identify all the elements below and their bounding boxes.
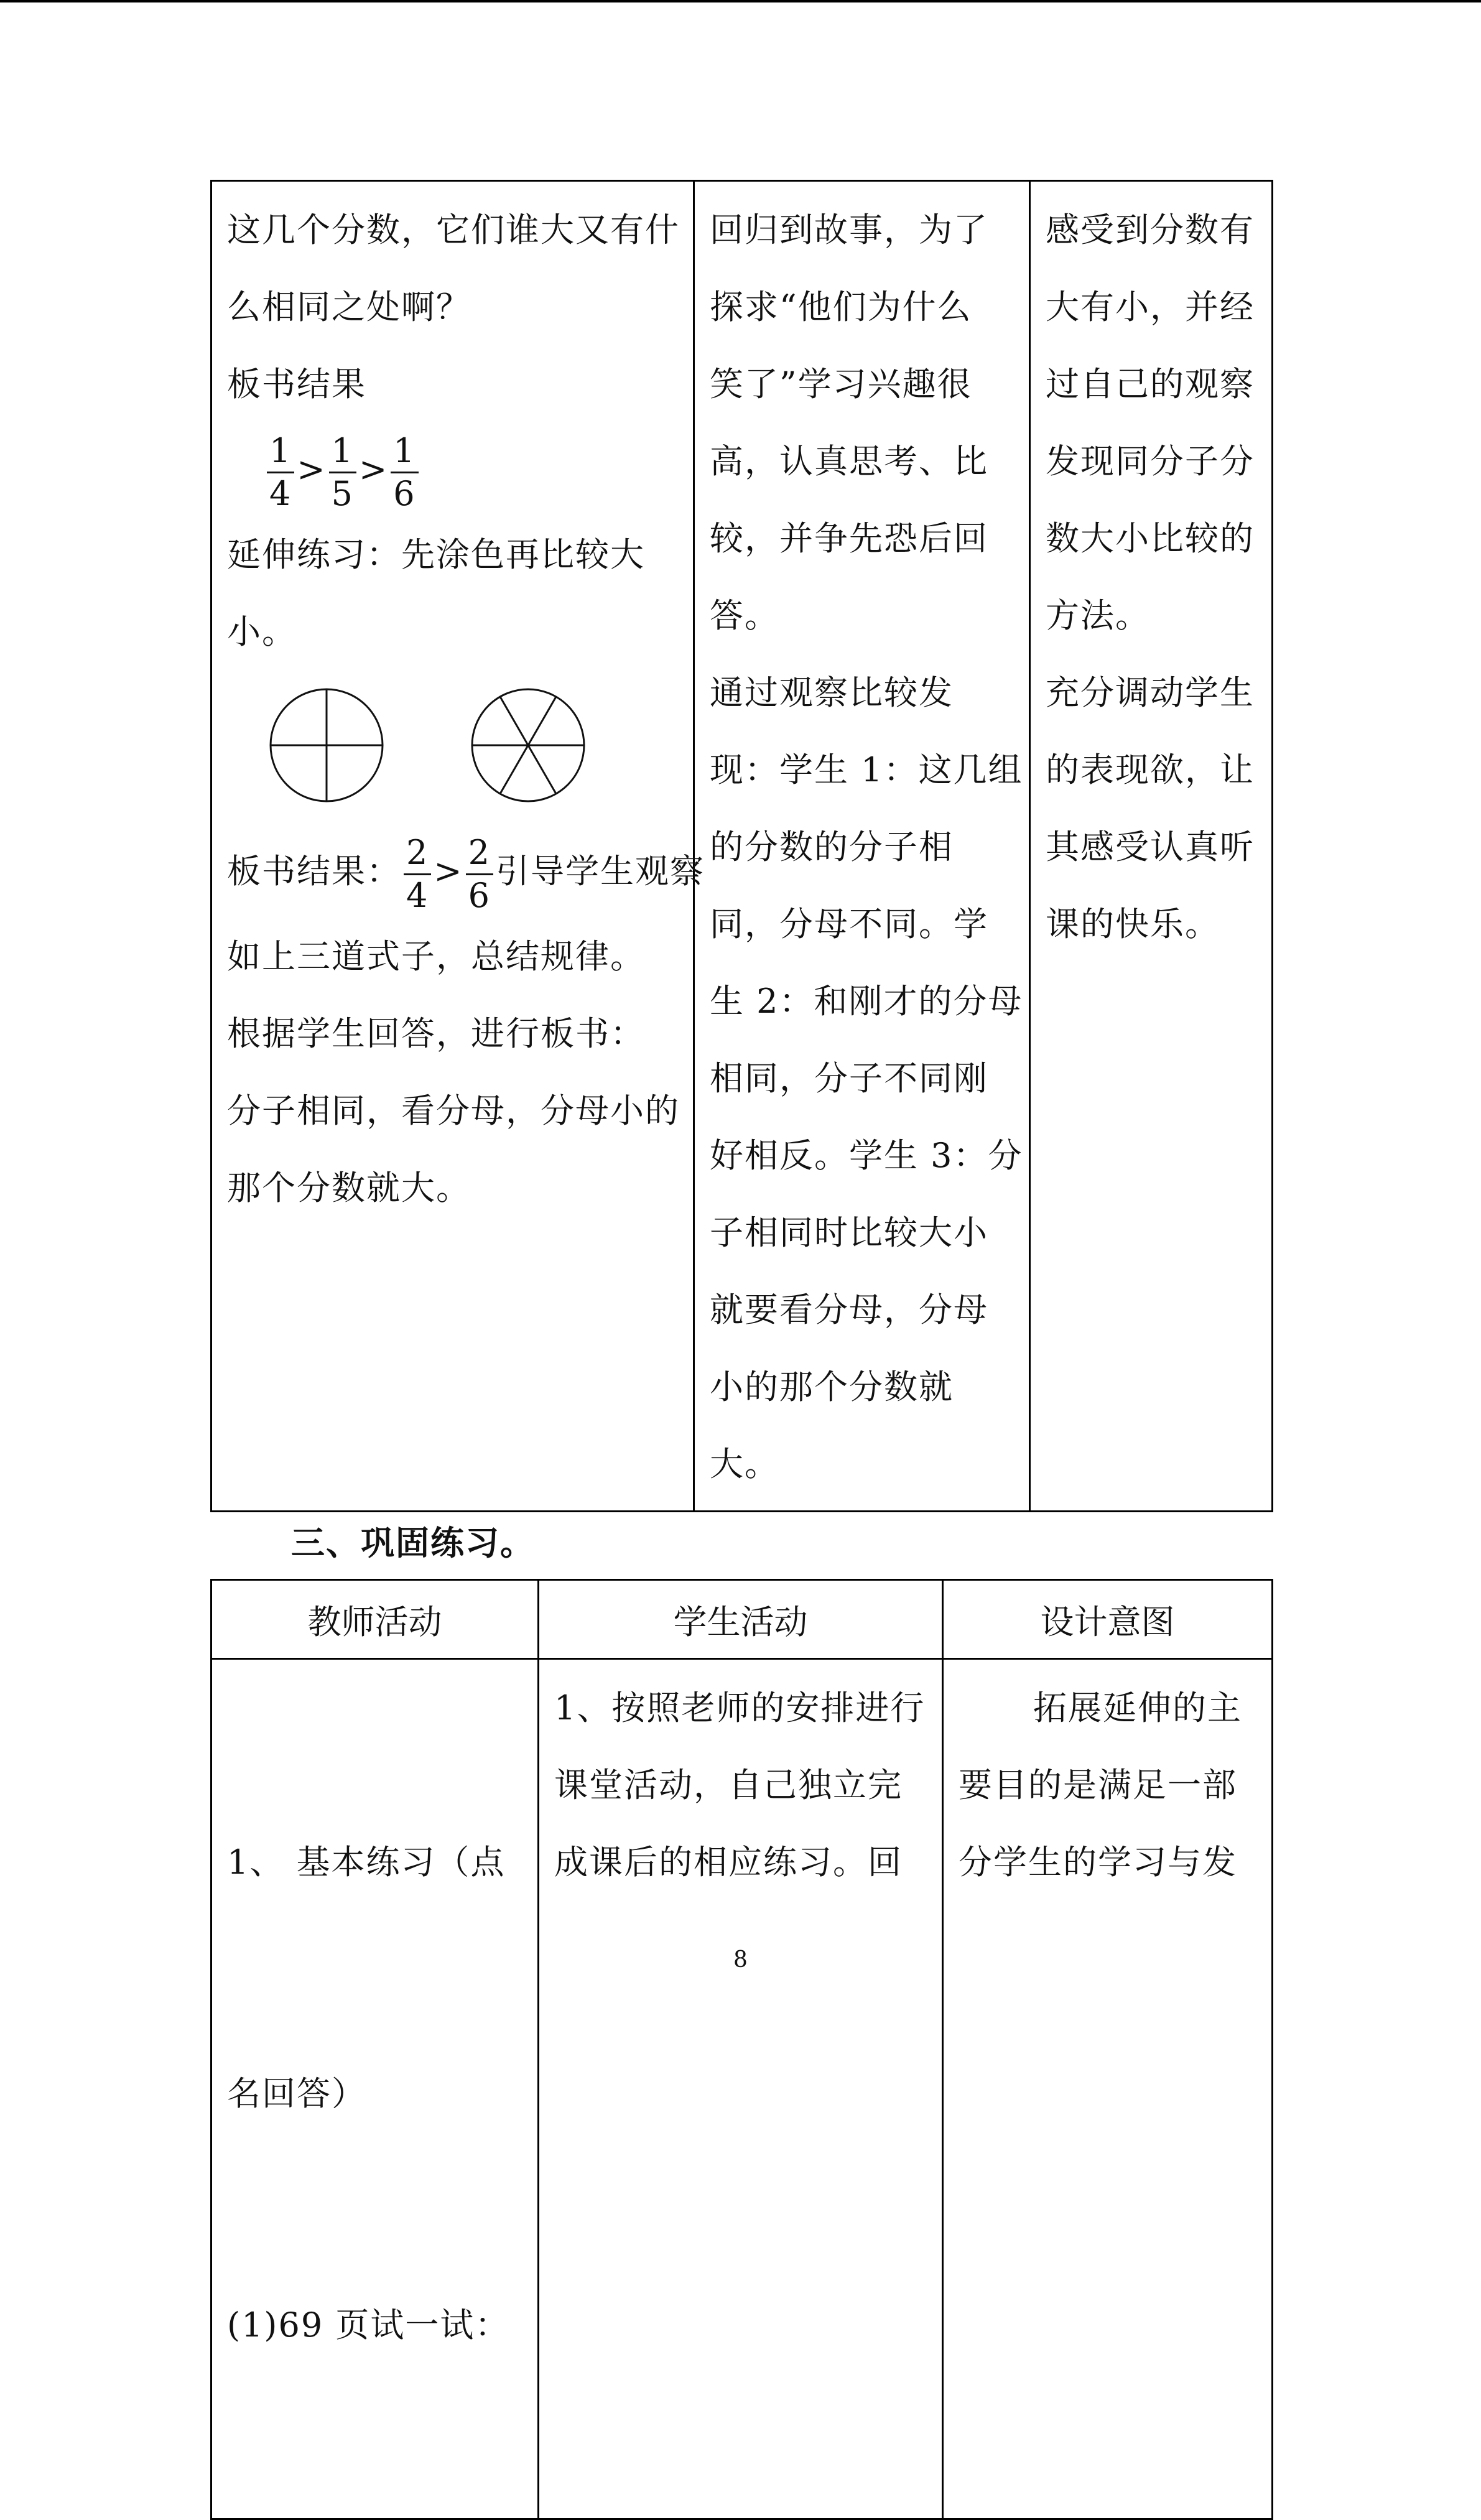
text-line: 拓展延伸的主	[1033, 1688, 1242, 1727]
lesson-table-continued	[210, 180, 1273, 1512]
greater-than-sign: >	[434, 852, 463, 891]
fraction-comparison-2	[227, 825, 705, 918]
result-label: 板书结果：	[227, 852, 401, 891]
text-line: 答。	[710, 596, 779, 635]
text-line: 根据学生回答，进行板书：	[227, 1014, 645, 1053]
header-teacher-activity: 教师活动	[211, 1580, 539, 1659]
text-line: 方法。	[1046, 596, 1150, 635]
practice-intent-cell	[943, 1659, 1273, 2519]
header-student-activity: 学生活动	[539, 1580, 943, 1659]
text-line: 的分数的分子相	[710, 827, 954, 867]
text-line: 其感受认真听	[1046, 827, 1255, 867]
text-line: 分子相同，看分母，分母小的	[227, 1091, 680, 1130]
circle-sixths	[472, 689, 584, 801]
text-line: 课堂活动，自己独立完	[554, 1765, 903, 1805]
text-line: 这几个分数，它们谁大又有什	[227, 210, 680, 249]
text-line: 要目的是满足一部	[959, 1765, 1237, 1805]
text-line: 现：学生 1：这几组	[710, 750, 1023, 789]
text-line: 1、 基本练习（点	[227, 1843, 506, 1882]
design-intent-text	[1046, 192, 1271, 963]
text-line: 较，并争先恐后回	[710, 519, 988, 558]
fraction: $\frac{1}{5}$	[329, 430, 356, 514]
text-line: 就要看分母，分母	[710, 1290, 988, 1329]
text-line: 回归到故事，为了	[710, 210, 988, 249]
text-line: 名回答）	[227, 2074, 366, 2113]
text-line: 大有小，并经	[1046, 287, 1255, 327]
section-title: 三、巩固练习。	[291, 1523, 535, 1563]
text-line: 成课后的相应练习。回	[554, 1843, 903, 1882]
practice-student-cell	[539, 1659, 943, 2519]
text-line: 好相反。学生 3：分	[710, 1136, 1023, 1175]
text-line: 小的那个分数就	[710, 1367, 954, 1406]
text-line: 分学生的学习与发	[959, 1843, 1237, 1882]
page-number: 8	[733, 1947, 748, 1973]
text-line: 延伸练习：先涂色再比较大	[227, 535, 645, 574]
text-line: 的表现欲，让	[1046, 750, 1255, 789]
text-line: 同，分母不同。学	[710, 904, 988, 944]
text-line: 通过观察比较发	[710, 673, 954, 712]
text-line: 数大小比较的	[1046, 519, 1255, 558]
fraction: $\frac{2}{6}$	[466, 832, 493, 916]
greater-than-sign: >	[358, 450, 389, 489]
greater-than-sign: >	[297, 450, 327, 489]
text-line: 小。	[227, 612, 297, 651]
practice-table	[210, 1579, 1273, 2520]
text-line: 1、按照老师的安排进行	[554, 1688, 926, 1727]
text-line: (1)69 页试一试：	[227, 2305, 510, 2345]
text-line: 相同，分子不同刚	[710, 1059, 988, 1098]
text-line: 探求“他们为什么	[710, 287, 972, 327]
text-line: 笑了”学习兴趣很	[710, 365, 972, 404]
text-line: 过自己的观察	[1046, 365, 1255, 404]
text-line: 子相同时比较大小	[710, 1213, 988, 1252]
text-line: 课的快乐。	[1046, 904, 1220, 944]
design-intent-cell	[1030, 181, 1273, 1512]
circle-diagrams	[227, 671, 693, 825]
teacher-activity-cell	[211, 181, 705, 1512]
student-activity-cell	[694, 181, 1030, 1512]
practice-teacher-cell	[211, 1659, 539, 2519]
text-line: 高，认真思考、比	[710, 442, 988, 481]
text-line: 么相同之处啊？	[227, 287, 471, 327]
fraction: $\frac{1}{4}$	[267, 430, 294, 514]
text-line: 如上三道式子，总结规律。	[227, 937, 645, 976]
text-line: 板书结果	[227, 365, 366, 404]
top-border-line	[0, 0, 1481, 2]
fraction-circles-figure	[227, 671, 662, 825]
text-line: 生 2：和刚才的分母	[710, 982, 1023, 1021]
text-line: 感受到分数有	[1046, 210, 1255, 249]
text-line: 那个分数就大。	[227, 1168, 471, 1207]
fraction: $\frac{1}{6}$	[391, 430, 418, 514]
fraction-comparison-1	[227, 423, 693, 516]
fraction: $\frac{2}{4}$	[404, 832, 431, 916]
text-line: 大。	[710, 1444, 779, 1484]
text-line: 充分调动学生	[1046, 673, 1255, 712]
header-design-intent: 设计意图	[943, 1580, 1273, 1659]
text-line: 发现同分子分	[1046, 442, 1255, 481]
student-activity-text	[710, 192, 1029, 1503]
result-tail: 引导学生观察	[495, 852, 705, 891]
circle-quartered	[271, 689, 383, 801]
